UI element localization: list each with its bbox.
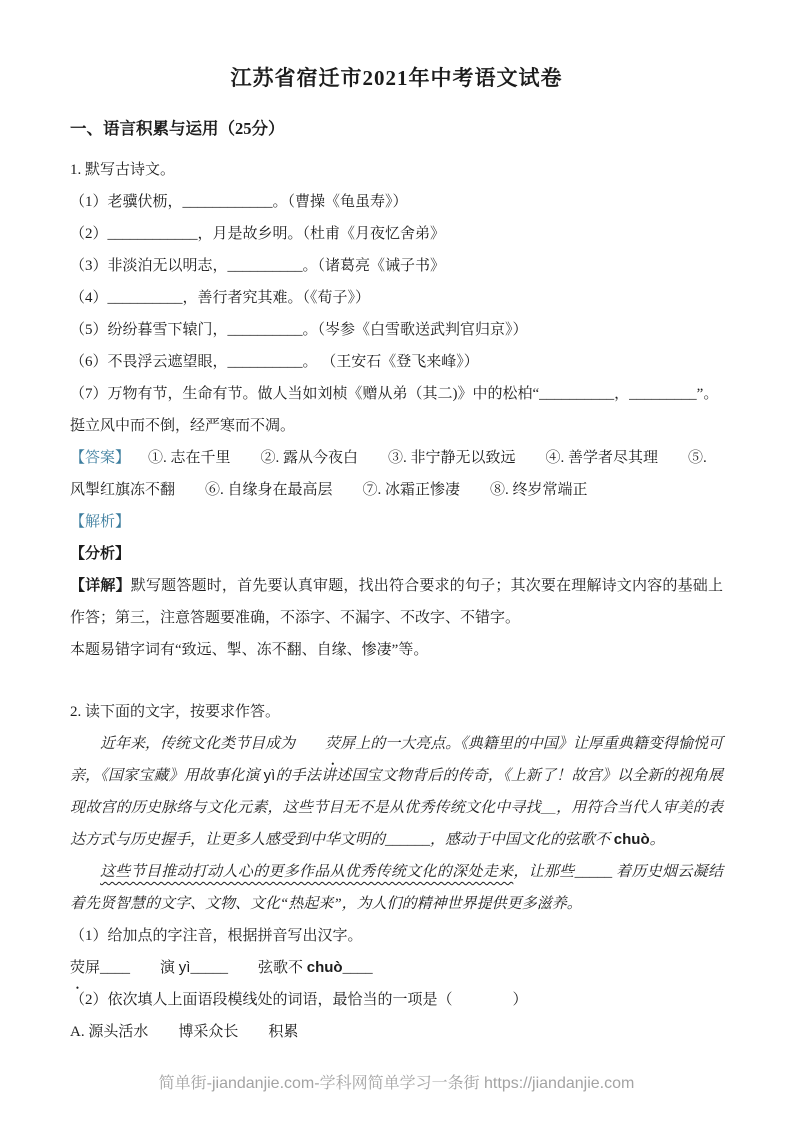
passage-text: 近年来，传统文化类节目成为 — [100, 736, 296, 752]
q1-item-1: （1）老骥伏枥，____________。（曹操《龟虽寿》） — [70, 194, 408, 210]
passage-text: ，让那些 — [513, 864, 575, 880]
question-1-stem: 1. 默写古诗文。 — [70, 162, 176, 178]
question-2-stem: 2. 读下面的文字，按要求作答。 — [70, 704, 281, 720]
passage-text: ，用符合当代人审美的表达方式与历史握手，让更多人感受到中华文明的 — [70, 800, 723, 848]
section-heading: 一、语言积累与运用（25分） — [70, 119, 285, 138]
blank-line: ____ — [342, 960, 373, 976]
blank-line: _____ — [574, 864, 613, 880]
answer-text-line1: ①. 志在千里 ②. 露从今夜白 ③. 非宁静无以致远 ④. 善学者尽其理 ⑤. — [148, 450, 707, 466]
pinyin-chuo: chuò — [613, 831, 650, 848]
q1-analysis-label-row — [70, 506, 723, 538]
detail-label: 【详解】 — [70, 578, 131, 594]
emphasized-dotted-char: 荧 — [70, 960, 86, 976]
q1-item-6: （6）不畏浮云遮望眼，__________。 （王安石《登飞来峰》） — [70, 354, 479, 370]
passage-text: 。 — [649, 832, 665, 848]
q2-passage-paragraph-2 — [70, 856, 723, 920]
wavy-underlined-sentence: 这些节目推动打动人心的更多作品从优秀传统文化的深处走来 — [100, 864, 514, 880]
q1-answer-line-1 — [70, 442, 723, 474]
detail-text: 默写题答题时，首先要认真审题，找出符合要求的句子；其次要在理解诗文内容的基础上作答；第三，注意答题要准确，不添字、不漏字、不改字、不错字。 — [70, 578, 723, 626]
q1-detail-paragraph — [70, 570, 723, 634]
pinyin-yi: yì — [263, 767, 276, 784]
q1-fenxi-label: 【分析】 — [70, 546, 131, 562]
blank-line: ______ — [385, 832, 431, 848]
q1-item-4: （4）__________，善行者究其难。（《荀子》） — [70, 290, 371, 306]
q1-item-3: （3）非淡泊无以明志，__________。（诸葛亮《诫子书》 — [70, 258, 446, 274]
pinyin-chuo: chuò — [306, 959, 343, 976]
passage-text: ，感动于中国文化的弦歌不 — [430, 832, 614, 848]
blank-line: ＿ — [540, 800, 557, 816]
analysis-label: 【解析】 — [70, 514, 131, 530]
q1-item-7: （7）万物有节，生命有节。做人当如刘桢《赠从弟（其二)》中的松柏“__________，_________”。 — [70, 386, 719, 402]
passage-text: 的手法讲述国宝文物背后的传奇，《上新了！故宫》以全新的视角展现故宫的历史脉络与文化元素，这些节目无不是从优秀传统文化中寻找 — [70, 768, 723, 816]
q1-item-2: （2）____________，月是故乡明。（杜甫《月夜忆舍弟》 — [70, 226, 446, 242]
emphasized-dotted-char: 荧 — [325, 736, 341, 752]
answer-label: 【答案】 — [70, 450, 131, 466]
page-title: 江苏省宿迁市2021年中考语文试卷 — [230, 66, 563, 90]
q1-answer-line-2: 风掣红旗冻不翻 ⑥. 自缘身在最高层 ⑦. 冰霜正惨凄 ⑧. 终岁常端正 — [70, 482, 588, 498]
q2-sub-question-1: （1）给加点的字注音，根据拼音写出汉字。 — [70, 928, 363, 944]
pinyin-yi: yì — [178, 959, 191, 976]
q2-passage-paragraph-1 — [70, 728, 723, 856]
blank-line: _____ — [190, 960, 228, 976]
q1-item-5: （5）纷纷暮雪下辕门，__________。（岑参《白雪歌送武判官归京》） — [70, 322, 528, 338]
pinyin-blank: 弦歌不 — [257, 960, 307, 976]
q2-pinyin-answer-row — [70, 952, 723, 984]
q1-item-7-continuation: 挺立风中而不倒，经严寒而不凋。 — [70, 418, 296, 434]
q2-option-a: A. 源头活水 博采众长 积累 — [70, 1024, 299, 1040]
passage-text: 着历史烟云凝结着先贤智慧的文字、文物、文化“热起来”，为人们的精神世界提供更多滋养。 — [70, 864, 723, 912]
passage-text: 屏上的一大亮点。《典籍里的中国》让厚重典籍变得愉悦可亲，《国家宝藏》用故事化演 — [70, 736, 723, 784]
q2-sub-question-2: （2）依次填人上面语段模线处的词语，最恰当的一项是（ ） — [70, 992, 528, 1008]
pinyin-blank: 演 — [160, 960, 179, 976]
pinyin-blank: 屏____ — [85, 960, 131, 976]
q1-detail-note: 本题易错字词有“致远、掣、冻不翻、自缘、惨凄”等。 — [70, 642, 429, 658]
watermark-footer: 简单街-jiandanjie.com-学科网简单学习一条街 https://jiandanjie.com — [158, 1075, 635, 1092]
